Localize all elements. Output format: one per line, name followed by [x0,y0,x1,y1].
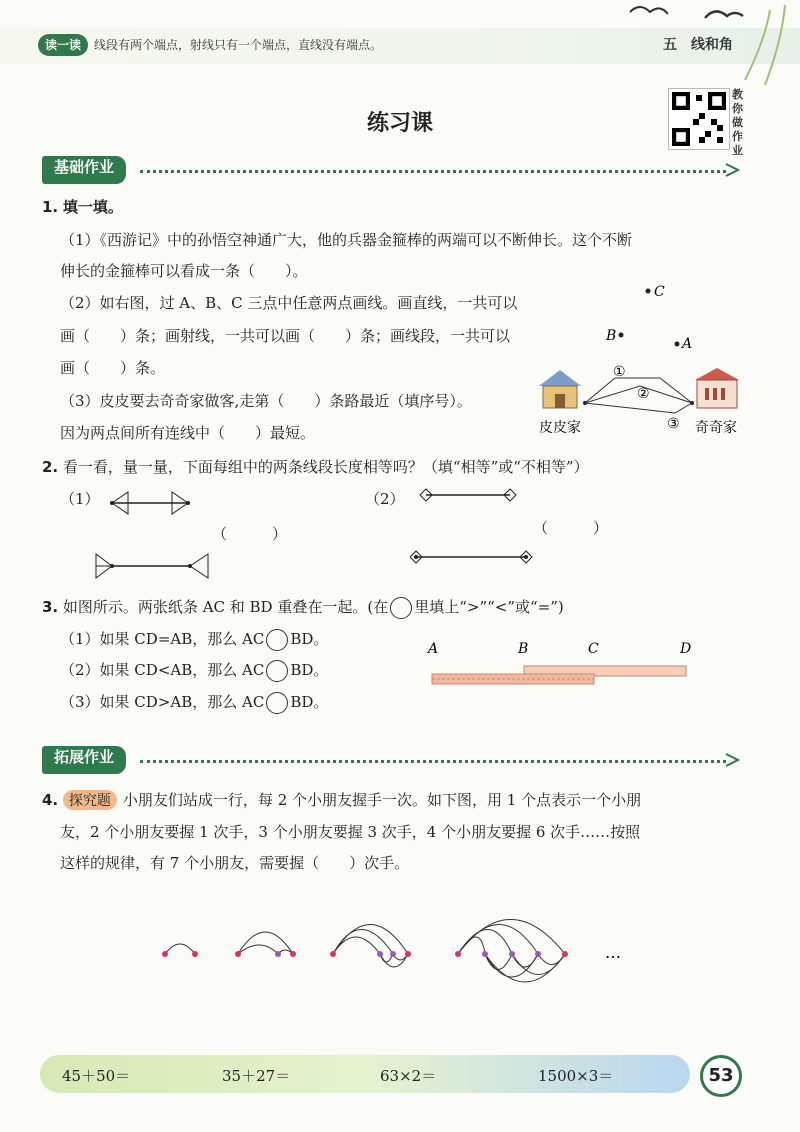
routes-figure [535,358,750,438]
page-title: 练习课 [366,111,433,136]
q3-line3-end: BD。 [290,693,329,711]
compare-circle-icon [390,597,412,619]
q2-text: 看一看，量一量，下面每组中的两条线段长度相等吗？（填“相等”或“不相等”） [62,458,589,476]
q3-text-a: 如图所示。两张纸条 AC 和 BD 重叠在一起。(在 [62,598,389,616]
strip-label-c: C [588,641,599,657]
house-right-label: 奇奇家 [695,420,737,436]
strip-label-b: B [518,641,529,657]
section-divider-2 [140,760,726,763]
points-abc-figure [590,278,710,358]
strip-label-d: D [680,641,692,657]
calc-4: 1500×3＝ [538,1067,614,1085]
q1-p1-line1: （1）《西游记》中的孙悟空神通广大，他的兵器金箍棒的两端可以不断伸长。这个不断 [60,231,633,249]
q2-group1-label: （1） [60,490,100,508]
section-basic-tag: 基础作业 [42,156,126,184]
calc-1: 45＋50＝ [62,1067,131,1085]
q3-line1 [60,629,328,651]
route-3 [585,403,692,413]
q3-line1-text: （1）如果 CD=AB，那么 AC [60,630,265,648]
section-extend-tag: 拓展作业 [42,746,126,774]
point-b [619,333,624,338]
q3-line2-end: BD。 [290,661,329,679]
q4-line2: 友，2 个小朋友要握 1 次手，3 个小朋友要握 3 次手，4 个小朋友要握 6 次手……按照 [60,823,641,841]
page-number: 53 [700,1055,742,1097]
q1-heading [42,196,123,217]
section-divider [140,170,726,173]
q2-number: 2. [42,458,59,476]
q3-heading [42,597,564,619]
label-a: A [682,336,693,352]
q3-line2-text: （2）如果 CD<AB，那么 AC [60,661,265,679]
q4-line3: 这样的规律，有 7 个小朋友，需要握（ ）次手。 [60,854,410,872]
header-tip: 线段有两个端点，射线只有一个端点，直线没有端点。 [94,38,383,52]
q1-p3-line2: 因为两点间所有连线中（ ）最短。 [60,424,316,442]
answer-circle-1[interactable] [266,629,288,651]
q3-line3 [60,692,328,714]
unit-title: 五 线和角 [663,37,733,53]
q3-text-b: 里填上“>”“<”或“=”) [414,598,564,616]
birds-decoration [600,0,800,90]
q1-p3-line1: （3）皮皮要去奇奇家做客,走第（ ）条路最近（填序号）。 [60,392,472,410]
calc-2: 35＋27＝ [222,1067,291,1085]
answer-circle-2[interactable] [266,660,288,682]
point-a [675,342,680,347]
q2-answer1: （ ） [212,525,288,543]
label-b: B [606,328,617,344]
house-right-roof [695,368,739,380]
strip-label-a: A [428,641,439,657]
q1-p1-line2: 伸长的金箍棒可以看成一条（ ）。 [60,262,308,280]
explore-tag: 探究题 [63,790,117,810]
q2-heading [42,457,589,477]
q2-group2-label: （2） [365,490,405,508]
calc-3: 63×2＝ [380,1067,437,1085]
route-3-label: ③ [667,416,680,432]
q4-line1: 小朋友们站成一行，每 2 个小朋友握手一次。如下图，用 1 个点表示一个小朋 [122,791,642,809]
handshake-figure [150,900,670,1020]
house-left-roof [539,370,581,386]
paper-strips-figure [420,638,700,693]
route-2-label: ② [637,386,650,402]
route-1-label: ① [613,364,626,380]
q1-title: 填一填。 [62,198,123,216]
read-badge: 读一读 [38,34,88,56]
answer-circle-3[interactable] [266,692,288,714]
q1-p2-line2: 画（ ）条；画射线，一共可以画（ ）条；画线段，一共可以 [60,327,511,345]
q3-line3-text: （3）如果 CD>AB，那么 AC [60,693,265,711]
arrow-right-icon [724,162,740,178]
q1-number: 1. [42,198,59,216]
q1-p2-line1: （2）如右图，过 A、B、C 三点中任意两点画线。画直线，一共可以 [60,294,518,312]
arrow-right-icon [724,752,740,768]
q2-figure-2 [410,486,540,576]
q2-answer2: （ ） [533,519,609,537]
qr-code-icon[interactable] [668,88,730,150]
ellipsis: … [605,943,621,962]
label-c: C [654,284,665,300]
point-c [646,289,651,294]
qr-label: 教你做作业 [732,88,743,157]
q3-line1-end: BD。 [290,630,329,648]
q4-line1-row [42,790,641,810]
house-left-label: 皮皮家 [539,420,581,436]
q1-p2-line3: 画（ ）条。 [60,359,166,377]
q3-line2 [60,660,328,682]
q2-figure-1 [90,486,220,586]
q4-number: 4. [42,791,59,809]
q3-number: 3. [42,598,59,616]
